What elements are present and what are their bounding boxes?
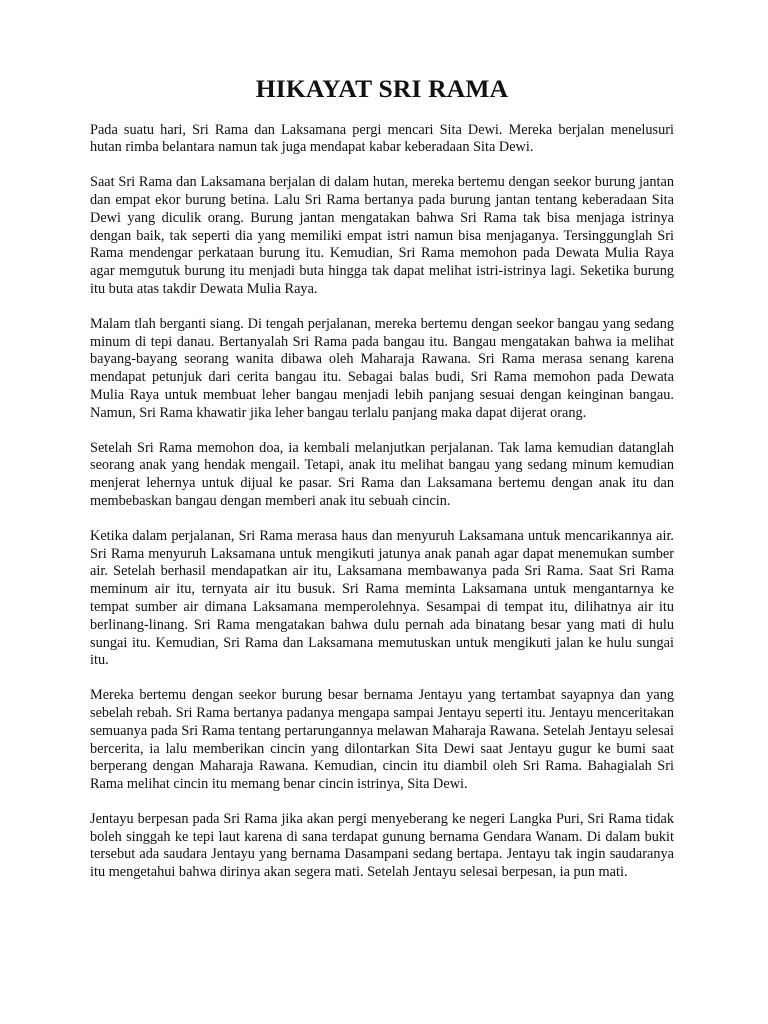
paragraph-3: Malam tlah berganti siang. Di tengah perjalanan, mereka bertemu dengan seekor bangau yang sedang minum di tepi danau. Bertanyalah Sri Rama pada bangau itu. Bangau mengatakan bahwa ia melihat bayang-bayang seorang wanita dibawa oleh Maharaja Rawana. Sri Rama merasa senang karena mendapat petunjuk dari cerita bangau itu. Sebagai balas budi, Sri Rama memohon pada Dewata Mulia Raya untuk membuat leher bangau menjadi lebih panjang sesuai dengan keinginan bangau. Namun, Sri Rama khawatir jika leher bangau terlalu panjang maka dapat dijerat orang. — [90, 315, 674, 421]
paragraph-2: Saat Sri Rama dan Laksamana berjalan di dalam hutan, mereka bertemu dengan seekor burung jantan dan empat ekor burung betina. Lalu Sri Rama bertanya pada burung jantan tentang keberadaan Sita Dewi yang diculik orang. Burung jantan mengatakan bahwa Sri Rama tak bisa menjaga istrinya dengan baik, tak seperti dia yang memiliki empat istri namun bisa menjaganya. Tersinggunglah Sri Rama mendengar perkataan burung itu. Kemudian, Sri Rama memohon pada Dewata Mulia Raya agar memgutuk burung itu menjadi buta hingga tak dapat melihat istri-istrinya lagi. Seketika burung itu buta atas takdir Dewata Mulia Raya. — [90, 174, 674, 297]
paragraph-1: Pada suatu hari, Sri Rama dan Laksamana pergi mencari Sita Dewi. Mereka berjalan menelusuri hutan rimba belantara namun tak juga mendapat kabar keberadaan Sita Dewi. — [90, 121, 674, 156]
document-title: HIKAYAT SRI RAMA — [255, 74, 509, 103]
paragraph-7: Jentayu berpesan pada Sri Rama jika akan pergi menyeberang ke negeri Langka Puri, Sri Rama tidak boleh singgah ke tepi laut karena di sana terdapat gunung bernama Gendara Wanam. Di dalam bukit tersebut ada saudara Jentayu yang bernama Dasampani sedang bertapa. Jentayu tak ingin saudaranya itu mengetahui bahwa dirinya akan segera mati. Setelah Jentayu selesai berpesan, ia pun mati. — [90, 810, 674, 881]
paragraph-5: Ketika dalam perjalanan, Sri Rama merasa haus dan menyuruh Laksamana untuk mencarikannya air. Sri Rama menyuruh Laksamana untuk mengikuti jatunya anak panah agar dapat menemukan sumber air. Setelah berhasil mendapatkan air itu, Laksamana membawanya pada Sri Rama. Saat Sri Rama meminum air itu, ternyata air itu busuk. Sri Rama meminta Laksamana untuk mengantarnya ke tempat sumber air dimana Laksamana memperolehnya. Sesampai di tempat itu, dilihatnya air itu berlinang-linang. Sri Rama mengatakan bahwa dulu pernah ada binatang besar yang mati di hulu sungai itu. Kemudian, Sri Rama dan Laksamana memutuskan untuk mengikuti jalan ke hulu sungai itu. — [90, 527, 674, 669]
document-page — [90, 74, 674, 882]
paragraph-4: Setelah Sri Rama memohon doa, ia kembali melanjutkan perjalanan. Tak lama kemudian datanglah seorang anak yang hendak mengail. Tetapi, anak itu melihat bangau yang sedang minum kemudian menjerat lehernya untuk dijual ke pasar. Sri Rama dan Laksamana bertemu dengan anak itu dan membebaskan bangau dengan memberi anak itu sebuah cincin. — [90, 439, 674, 509]
paragraph-6: Mereka bertemu dengan seekor burung besar bernama Jentayu yang tertambat sayapnya dan yang sebelah rebah. Sri Rama bertanya padanya mengapa sampai Jentayu seperti itu. Jentayu menceritakan semuanya pada Sri Rama tentang pertarungannya melawan Maharaja Rawana. Setelah Jentayu selesai bercerita, ia lalu memberikan cincin yang dilontarkan Sita Dewi saat Jentayu gugur ke bumi saat berperang dengan Maharaja Rawana. Kemudian, cincin itu diambil oleh Sri Rama. Bahagialah Sri Rama melihat cincin itu memang benar cincin istrinya, Sita Dewi. — [90, 687, 674, 793]
